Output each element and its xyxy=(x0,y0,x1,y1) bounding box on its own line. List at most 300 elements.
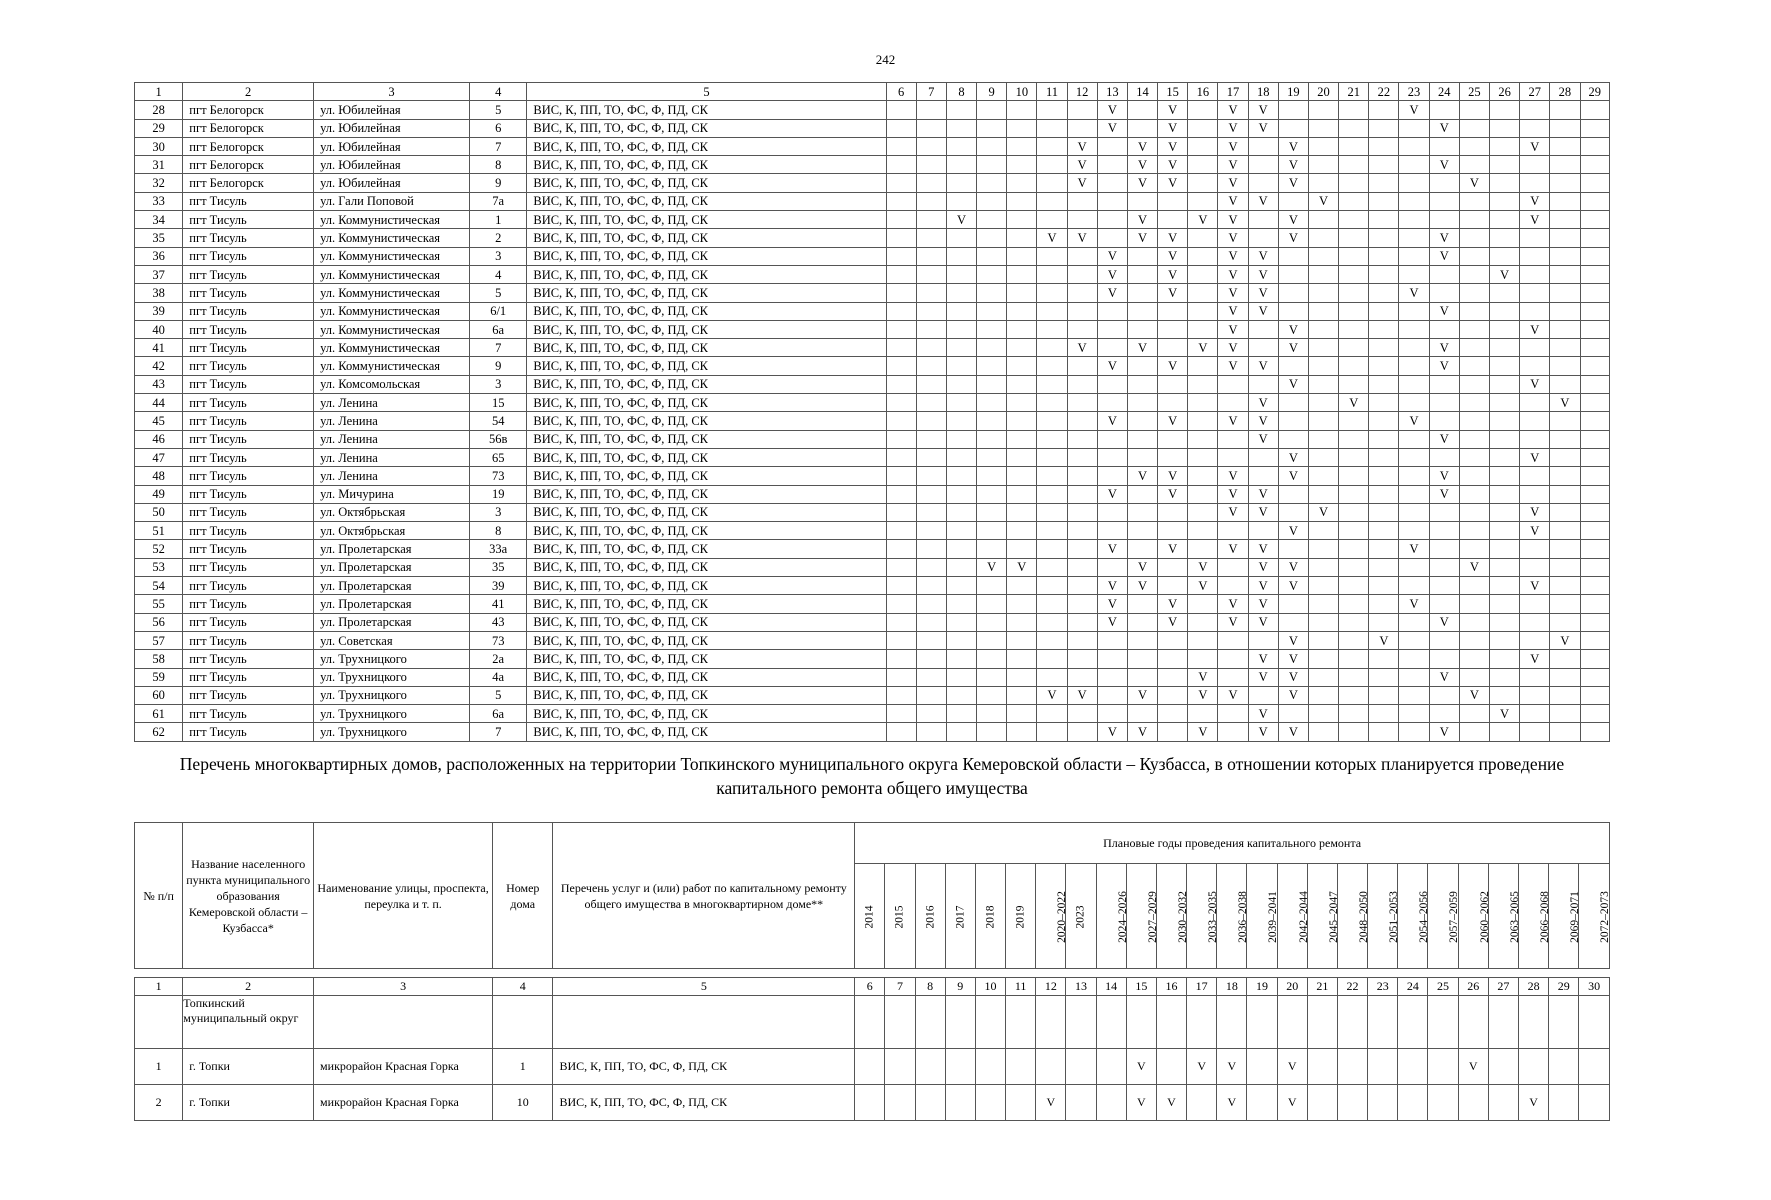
year-cell xyxy=(1097,705,1127,723)
year-cell xyxy=(1489,467,1519,485)
year-cell xyxy=(1399,156,1429,174)
repair-mark: V xyxy=(1248,668,1278,686)
repair-mark: V xyxy=(1218,284,1248,302)
row-number: 50 xyxy=(135,503,183,521)
year-cell xyxy=(1459,211,1489,229)
table-row xyxy=(135,686,1610,704)
year-cell xyxy=(1097,686,1127,704)
year-cell xyxy=(1459,101,1489,119)
year-cell xyxy=(1489,522,1519,540)
year-cell xyxy=(1007,229,1037,247)
works-list: ВИС, К, ПП, ТО, ФС, Ф, ПД, СК xyxy=(527,485,886,503)
year-cell xyxy=(1520,156,1550,174)
works-list: ВИС, К, ПП, ТО, ФС, Ф, ПД, СК xyxy=(527,265,886,283)
settlement-name: пгт Белогорск xyxy=(183,156,314,174)
year-cell xyxy=(916,448,946,466)
year-cell xyxy=(916,156,946,174)
row-number: 40 xyxy=(135,320,183,338)
house-number: 8 xyxy=(470,522,527,540)
table-row xyxy=(135,1085,1610,1121)
year-cell xyxy=(1550,156,1580,174)
year-cell xyxy=(1127,705,1157,723)
year-cell xyxy=(1550,430,1580,448)
year-cell xyxy=(1580,320,1610,338)
house-number: 73 xyxy=(470,631,527,649)
year-cell xyxy=(1580,485,1610,503)
year-cell xyxy=(1550,540,1580,558)
year-cell xyxy=(916,284,946,302)
street-name: ул. Октябрьская xyxy=(314,503,470,521)
repair-mark: V xyxy=(1188,686,1218,704)
year-cell xyxy=(1489,668,1519,686)
year-label: 2072–2073 xyxy=(1599,890,1612,943)
year-cell xyxy=(1007,339,1037,357)
row-number: 59 xyxy=(135,668,183,686)
year-cell xyxy=(1339,448,1369,466)
year-cell xyxy=(1037,247,1067,265)
year-cell xyxy=(1278,302,1308,320)
year-cell xyxy=(1308,522,1338,540)
repair-mark: V xyxy=(1248,595,1278,613)
year-cell xyxy=(1066,1085,1096,1121)
year-header xyxy=(1428,864,1461,969)
year-cell xyxy=(1278,357,1308,375)
year-cell xyxy=(886,412,916,430)
year-cell xyxy=(977,668,1007,686)
year-cell xyxy=(1307,1049,1337,1085)
house-number: 5 xyxy=(470,284,527,302)
year-cell xyxy=(1580,394,1610,412)
year-cell xyxy=(1158,339,1188,357)
year-cell xyxy=(1007,540,1037,558)
year-cell xyxy=(1037,705,1067,723)
year-cell xyxy=(1278,540,1308,558)
repair-mark: V xyxy=(1248,613,1278,631)
row-number: 54 xyxy=(135,577,183,595)
street-name: микрорайон Красная Горка xyxy=(314,1049,493,1085)
year-cell xyxy=(1488,1085,1518,1121)
year-cell xyxy=(946,412,976,430)
repair-mark: V xyxy=(1097,577,1127,595)
repair-mark: V xyxy=(1429,668,1459,686)
year-cell xyxy=(977,412,1007,430)
year-cell xyxy=(1096,1085,1126,1121)
column-number: 6 xyxy=(886,83,916,101)
year-cell xyxy=(1550,211,1580,229)
year-cell xyxy=(1520,339,1550,357)
repair-mark: V xyxy=(1248,101,1278,119)
year-label: 2023 xyxy=(1074,905,1087,928)
house-number: 4 xyxy=(470,265,527,283)
year-cell xyxy=(1308,485,1338,503)
year-cell xyxy=(1369,229,1399,247)
year-cell xyxy=(1097,192,1127,210)
year-cell xyxy=(1550,174,1580,192)
year-cell xyxy=(946,302,976,320)
year-label: 2066–2068 xyxy=(1538,890,1551,943)
year-cell xyxy=(1520,485,1550,503)
year-cell xyxy=(1369,394,1399,412)
repair-mark: V xyxy=(1127,467,1157,485)
repair-mark: V xyxy=(1248,705,1278,723)
year-cell xyxy=(1550,137,1580,155)
repair-mark: V xyxy=(1550,631,1580,649)
works-list: ВИС, К, ПП, ТО, ФС, Ф, ПД, СК xyxy=(527,558,886,576)
repair-mark: V xyxy=(1429,485,1459,503)
table-row xyxy=(135,1049,1610,1085)
year-header xyxy=(1126,864,1159,969)
year-cell xyxy=(1459,503,1489,521)
settlement-name: пгт Белогорск xyxy=(183,174,314,192)
year-cell xyxy=(1580,192,1610,210)
year-cell xyxy=(1550,668,1580,686)
works-list: ВИС, К, ПП, ТО, ФС, Ф, ПД, СК xyxy=(527,137,886,155)
street-name: ул. Коммунистическая xyxy=(314,302,470,320)
year-cell xyxy=(1369,558,1399,576)
year-cell xyxy=(1067,650,1097,668)
year-label: 2039–2041 xyxy=(1267,890,1280,943)
column-number: 23 xyxy=(1368,978,1398,996)
year-cell xyxy=(916,631,946,649)
year-cell xyxy=(1097,320,1127,338)
year-cell xyxy=(946,394,976,412)
year-cell xyxy=(977,522,1007,540)
year-cell xyxy=(1278,412,1308,430)
year-cell xyxy=(1067,723,1097,741)
year-cell xyxy=(1337,1049,1367,1085)
year-cell xyxy=(1579,1085,1610,1121)
year-header xyxy=(885,864,915,969)
year-header xyxy=(1368,864,1398,969)
year-cell xyxy=(1488,1049,1518,1085)
repair-mark: V xyxy=(1248,503,1278,521)
year-cell xyxy=(916,211,946,229)
year-cell xyxy=(1550,247,1580,265)
repair-mark: V xyxy=(1399,540,1429,558)
works-list: ВИС, К, ПП, ТО, ФС, Ф, ПД, СК xyxy=(527,339,886,357)
year-cell xyxy=(1127,503,1157,521)
house-number: 7 xyxy=(470,137,527,155)
year-cell xyxy=(1278,119,1308,137)
row-number: 58 xyxy=(135,650,183,668)
year-cell xyxy=(1188,705,1218,723)
year-cell xyxy=(1429,375,1459,393)
year-cell xyxy=(1097,174,1127,192)
year-cell xyxy=(1007,156,1037,174)
street-name: ул. Трухницкого xyxy=(314,723,470,741)
year-cell xyxy=(886,723,916,741)
year-cell xyxy=(1248,156,1278,174)
year-cell xyxy=(886,668,916,686)
year-cell xyxy=(1127,650,1157,668)
year-label: 2048–2050 xyxy=(1357,890,1370,943)
year-cell xyxy=(977,503,1007,521)
repair-mark: V xyxy=(1429,302,1459,320)
house-number: 6/1 xyxy=(470,302,527,320)
repair-mark: V xyxy=(1399,284,1429,302)
table-row xyxy=(135,412,1610,430)
year-cell xyxy=(1188,485,1218,503)
year-cell xyxy=(886,522,916,540)
year-cell xyxy=(1097,430,1127,448)
settlement-name: пгт Тисуль xyxy=(183,467,314,485)
column-number: 8 xyxy=(946,83,976,101)
column-number: 5 xyxy=(553,978,855,996)
column-number: 8 xyxy=(915,978,945,996)
year-cell xyxy=(977,485,1007,503)
row-number: 52 xyxy=(135,540,183,558)
year-cell xyxy=(1550,375,1580,393)
year-cell xyxy=(1037,192,1067,210)
year-cell xyxy=(855,1049,885,1085)
year-cell xyxy=(1489,650,1519,668)
year-cell xyxy=(977,247,1007,265)
year-cell xyxy=(1399,375,1429,393)
year-cell xyxy=(1369,430,1399,448)
year-cell xyxy=(1218,448,1248,466)
year-cell xyxy=(1339,101,1369,119)
year-cell xyxy=(977,229,1007,247)
repair-mark: V xyxy=(1489,265,1519,283)
year-cell xyxy=(1158,558,1188,576)
header-street: Наименование улицы, проспекта, переулка и т. п. xyxy=(314,823,493,969)
settlement-name: пгт Тисуль xyxy=(183,412,314,430)
row-number: 48 xyxy=(135,467,183,485)
year-cell xyxy=(1158,430,1188,448)
year-cell xyxy=(1339,265,1369,283)
year-cell xyxy=(1158,375,1188,393)
year-cell xyxy=(1097,503,1127,521)
year-cell xyxy=(1127,595,1157,613)
repair-mark: V xyxy=(1459,558,1489,576)
year-cell xyxy=(1429,174,1459,192)
year-cell xyxy=(1127,631,1157,649)
column-number: 30 xyxy=(1579,978,1610,996)
year-cell xyxy=(886,705,916,723)
repair-mark: V xyxy=(1097,540,1127,558)
year-cell xyxy=(1520,467,1550,485)
year-cell xyxy=(886,540,916,558)
year-header xyxy=(975,864,1005,969)
year-cell xyxy=(1369,485,1399,503)
column-number: 28 xyxy=(1550,83,1580,101)
year-cell xyxy=(916,357,946,375)
year-cell xyxy=(1369,302,1399,320)
year-cell xyxy=(1369,156,1399,174)
year-cell xyxy=(916,723,946,741)
year-cell xyxy=(977,137,1007,155)
year-cell xyxy=(1550,101,1580,119)
year-cell xyxy=(886,119,916,137)
works-list: ВИС, К, ПП, ТО, ФС, Ф, ПД, СК xyxy=(527,101,886,119)
settlement-name: пгт Тисуль xyxy=(183,211,314,229)
repair-mark: V xyxy=(1097,101,1127,119)
column-number: 27 xyxy=(1520,83,1550,101)
repair-mark: V xyxy=(1188,211,1218,229)
year-header xyxy=(1096,864,1129,969)
year-cell xyxy=(1580,357,1610,375)
repair-mark: V xyxy=(1158,412,1188,430)
year-cell xyxy=(1580,540,1610,558)
works-list: ВИС, К, ПП, ТО, ФС, Ф, ПД, СК xyxy=(527,247,886,265)
year-cell xyxy=(1127,375,1157,393)
street-name: ул. Октябрьская xyxy=(314,522,470,540)
year-cell xyxy=(1127,119,1157,137)
year-cell xyxy=(1156,1049,1186,1085)
year-cell xyxy=(946,192,976,210)
year-cell xyxy=(1580,668,1610,686)
year-cell xyxy=(885,1049,915,1085)
year-cell xyxy=(886,211,916,229)
repair-mark: V xyxy=(1097,595,1127,613)
year-cell xyxy=(977,192,1007,210)
year-cell xyxy=(1339,174,1369,192)
year-cell xyxy=(1369,211,1399,229)
year-cell xyxy=(1007,595,1037,613)
repair-mark: V xyxy=(1278,174,1308,192)
year-cell xyxy=(1489,320,1519,338)
year-cell xyxy=(1399,577,1429,595)
house-number: 3 xyxy=(470,503,527,521)
table-row xyxy=(135,522,1610,540)
table-row xyxy=(135,540,1610,558)
year-cell xyxy=(1550,284,1580,302)
row-number: 2 xyxy=(135,1085,183,1121)
repair-mark: V xyxy=(1217,1085,1247,1121)
repair-mark: V xyxy=(1520,522,1550,540)
repair-mark: V xyxy=(1429,156,1459,174)
year-cell xyxy=(1188,522,1218,540)
year-cell xyxy=(1399,174,1429,192)
year-header xyxy=(1518,864,1551,969)
settlement-name: пгт Тисуль xyxy=(183,247,314,265)
year-cell xyxy=(1007,522,1037,540)
year-cell xyxy=(1339,137,1369,155)
year-cell xyxy=(1369,137,1399,155)
year-cell xyxy=(1218,430,1248,448)
year-cell xyxy=(1308,284,1338,302)
year-cell xyxy=(1278,613,1308,631)
year-cell xyxy=(1489,686,1519,704)
year-cell xyxy=(1339,412,1369,430)
year-cell xyxy=(946,631,976,649)
year-cell xyxy=(1339,723,1369,741)
year-cell xyxy=(1097,650,1127,668)
year-cell xyxy=(1580,174,1610,192)
year-cell xyxy=(1459,302,1489,320)
year-cell xyxy=(1399,558,1429,576)
year-label: 2014 xyxy=(863,905,876,928)
year-cell xyxy=(1339,192,1369,210)
header-number: № п/п xyxy=(135,823,183,969)
year-header xyxy=(1398,864,1431,969)
year-cell xyxy=(916,467,946,485)
repair-mark: V xyxy=(1218,467,1248,485)
year-cell xyxy=(1369,375,1399,393)
year-cell xyxy=(1007,174,1037,192)
year-cell xyxy=(946,503,976,521)
year-cell xyxy=(1188,137,1218,155)
year-cell xyxy=(1067,430,1097,448)
year-cell xyxy=(1188,192,1218,210)
street-name: ул. Трухницкого xyxy=(314,705,470,723)
year-cell xyxy=(886,613,916,631)
year-cell xyxy=(1520,174,1550,192)
year-cell xyxy=(1037,101,1067,119)
repair-mark: V xyxy=(1037,229,1067,247)
column-number: 13 xyxy=(1097,83,1127,101)
repair-mark: V xyxy=(1158,540,1188,558)
year-cell xyxy=(1399,229,1429,247)
settlement-name: пгт Тисуль xyxy=(183,394,314,412)
year-cell xyxy=(1339,339,1369,357)
street-name: ул. Советская xyxy=(314,631,470,649)
year-cell xyxy=(1520,119,1550,137)
column-number: 4 xyxy=(470,83,527,101)
repair-mark: V xyxy=(1518,1085,1548,1121)
year-cell xyxy=(1399,192,1429,210)
year-cell xyxy=(1308,577,1338,595)
house-number: 73 xyxy=(470,467,527,485)
year-cell xyxy=(1308,375,1338,393)
year-cell xyxy=(1429,540,1459,558)
year-cell xyxy=(1580,558,1610,576)
settlement-name: пгт Тисуль xyxy=(183,430,314,448)
year-cell xyxy=(916,595,946,613)
year-cell xyxy=(1096,1049,1126,1085)
year-cell xyxy=(1339,686,1369,704)
year-cell xyxy=(1037,467,1067,485)
year-cell xyxy=(1580,705,1610,723)
year-cell xyxy=(1308,211,1338,229)
year-cell xyxy=(1459,137,1489,155)
works-list: ВИС, К, ПП, ТО, ФС, Ф, ПД, СК xyxy=(527,522,886,540)
repair-mark: V xyxy=(1097,265,1127,283)
year-cell xyxy=(1489,137,1519,155)
year-cell xyxy=(1369,284,1399,302)
year-cell xyxy=(946,119,976,137)
year-cell xyxy=(1007,247,1037,265)
year-cell xyxy=(977,174,1007,192)
row-number: 36 xyxy=(135,247,183,265)
year-label: 2019 xyxy=(1014,905,1027,928)
year-cell xyxy=(946,284,976,302)
year-header xyxy=(915,864,945,969)
year-cell xyxy=(1067,467,1097,485)
year-cell xyxy=(1459,705,1489,723)
repair-mark: V xyxy=(1248,302,1278,320)
year-cell xyxy=(977,430,1007,448)
year-cell xyxy=(1429,101,1459,119)
works-list: ВИС, К, ПП, ТО, ФС, Ф, ПД, СК xyxy=(527,503,886,521)
repair-mark: V xyxy=(1218,540,1248,558)
street-name: ул. Юбилейная xyxy=(314,101,470,119)
year-cell xyxy=(1399,357,1429,375)
house-number: 8 xyxy=(470,156,527,174)
year-cell xyxy=(1459,265,1489,283)
year-header xyxy=(1187,864,1217,969)
row-number: 43 xyxy=(135,375,183,393)
year-cell xyxy=(1278,284,1308,302)
year-cell xyxy=(1037,302,1067,320)
repair-mark: V xyxy=(1308,503,1338,521)
year-cell xyxy=(1489,101,1519,119)
year-cell xyxy=(1127,320,1157,338)
settlement-name: пгт Белогорск xyxy=(183,101,314,119)
year-label: 2036–2038 xyxy=(1237,890,1250,943)
year-label: 2057–2059 xyxy=(1448,890,1461,943)
repair-mark: V xyxy=(1429,613,1459,631)
